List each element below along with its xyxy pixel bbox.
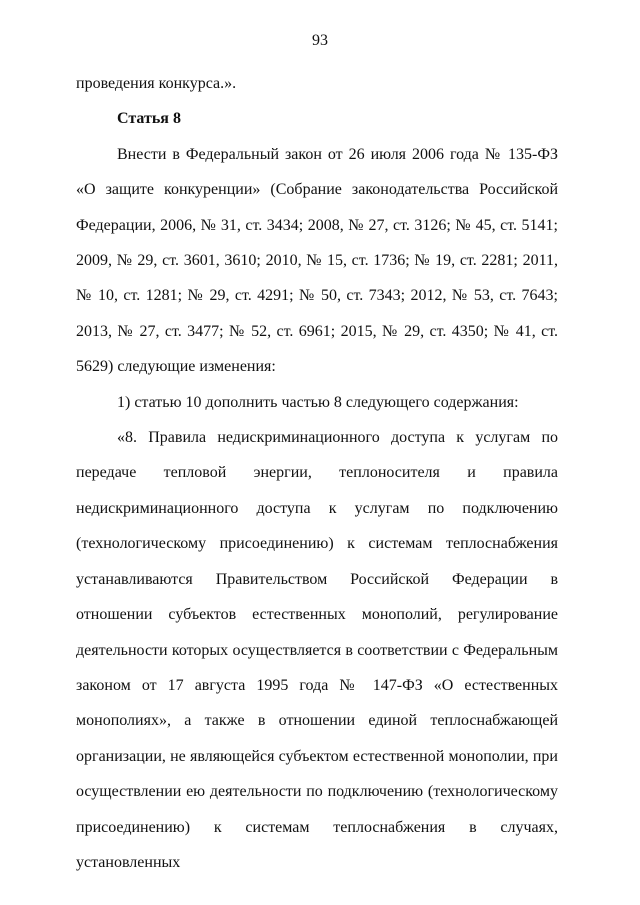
intro-paragraph: Внести в Федеральный закон от 26 июля 2006 года № 135-ФЗ «О защите конкуренции» (Собрание законодательства Российской Федерации, 2006, № 31, ст. 3434; 2008, № 27, ст. 3126; № 45, ст. 5141; 2009, № 29, ст. 3601, 3610; 2010, № 15, ст. 1736; № 19, ст. 2281; 2011, № 10, ст. 1281; № 29, ст. 4291; № 50, ст. 7343; 2012, № 53, ст. 7643; 2013, № 27, ст. 3477; № 52, ст. 6961; 2015, № 29, ст. 4350; № 41, ст. 5629) следующие изменения:	[76, 145, 558, 376]
quoted-amendment-paragraph: «8. Правила недискриминационного доступа к услугам по передаче тепловой энергии, теплоносителя и правила недискриминационного доступа к услугам по подключению (технологическому присоединению) к системам теплоснабжения устанавливаются Правительством Российской Федерации в отношении субъектов естественных монополий, регулирование деятельности которых осуществляется в соответствии с Федеральным законом от 17 августа 1995 года № 147-ФЗ «О естественных монополиях», а также в отношении единой теплоснабжающей организации, не являющейся субъектом естественной монополии, при осуществлении ею деятельности по подключению (технологическому присоединению) к системам теплоснабжения в случаях, установленных	[76, 429, 558, 871]
continuation-text: проведения конкурса.».	[76, 75, 237, 92]
document-body	[76, 66, 558, 880]
page-number: 93	[312, 32, 328, 49]
item-1-paragraph: 1) статью 10 дополнить частью 8 следующего содержания:	[117, 393, 519, 411]
article-heading: Статья 8	[117, 110, 181, 128]
